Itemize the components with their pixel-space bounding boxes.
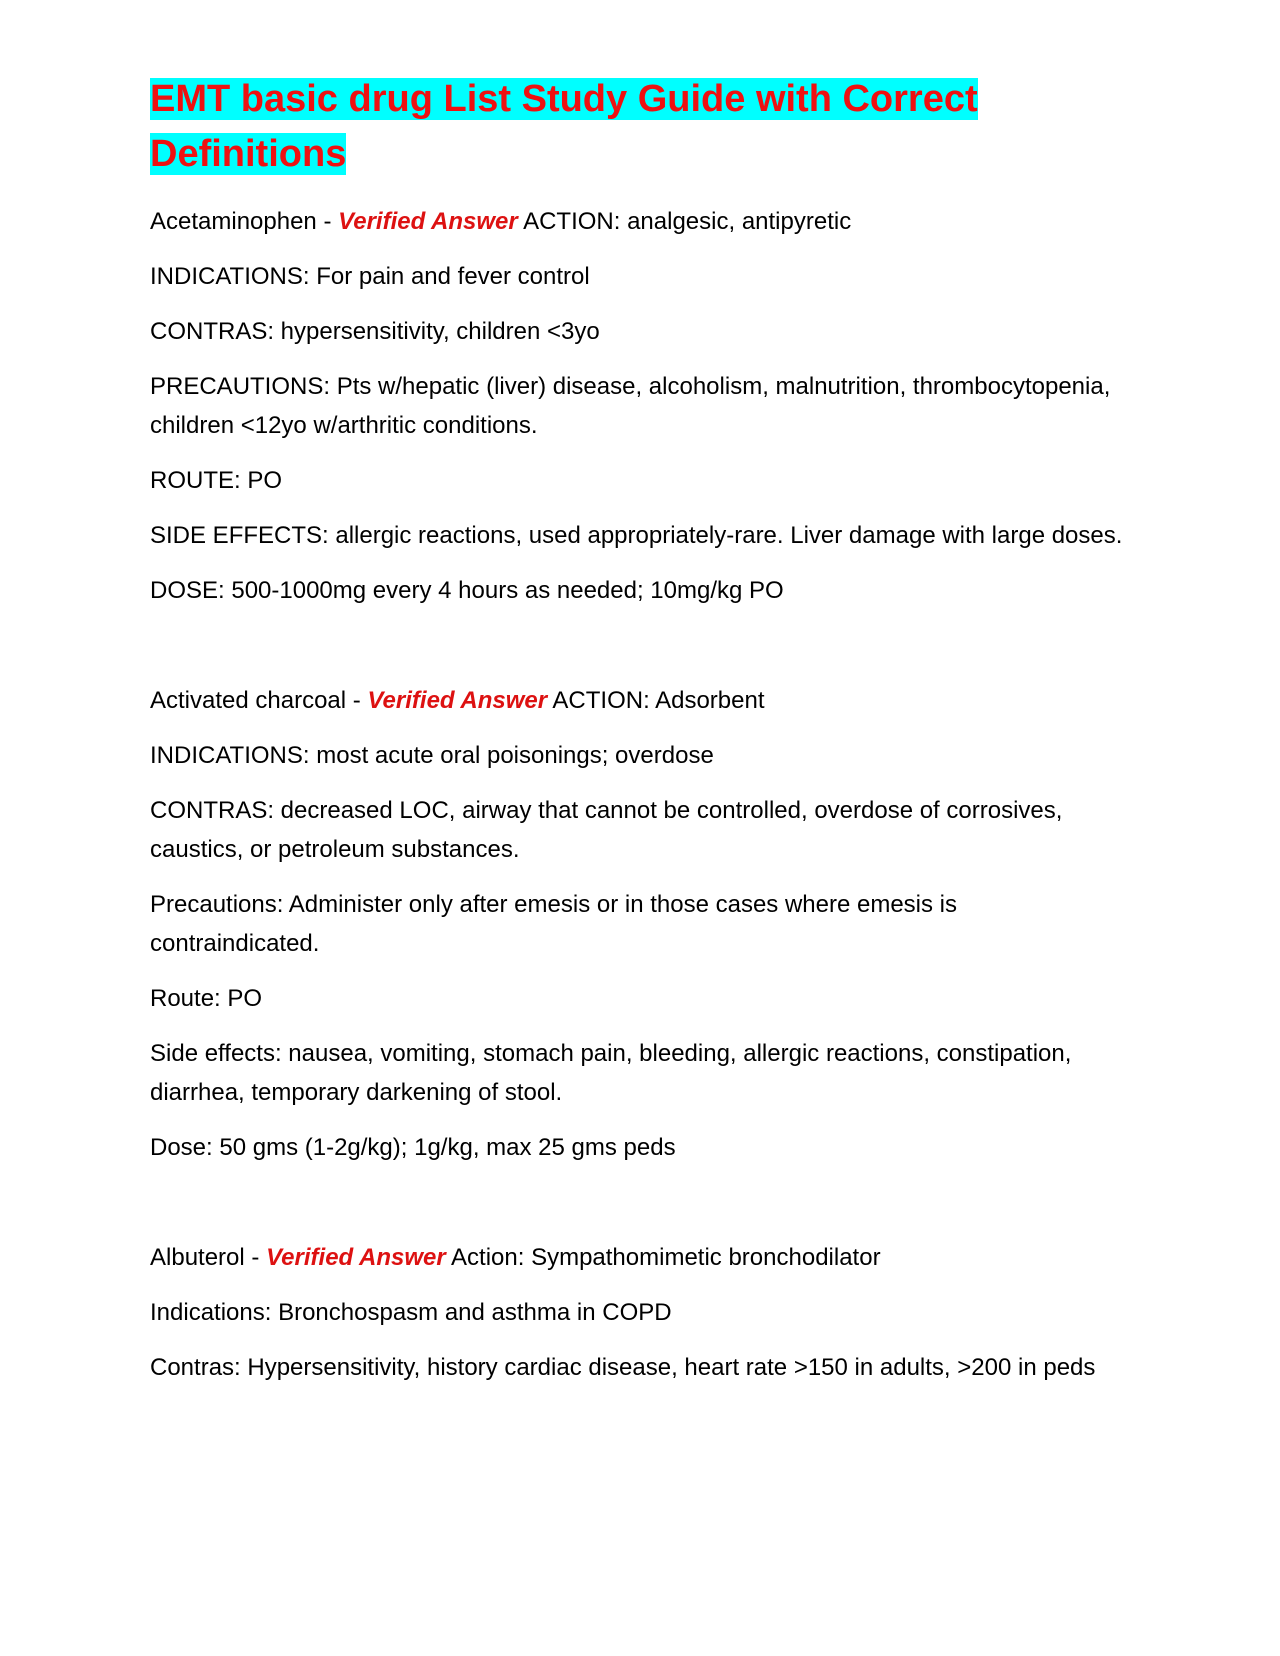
drug-indications: INDICATIONS: most acute oral poisonings; overdose — [150, 742, 714, 769]
document-page — [150, 72, 1130, 1403]
drug-name: Albuterol - — [150, 1244, 267, 1271]
verified-answer-label: Verified Answer — [338, 208, 518, 235]
drug-entry-activated-charcoal — [150, 681, 1130, 1167]
drug-route: Route: PO — [150, 985, 263, 1012]
drug-name: Acetaminophen - — [150, 208, 339, 235]
drug-dose: DOSE: 500-1000mg every 4 hours as needed; 10mg/kg PO — [150, 577, 784, 604]
drug-indications: Indications: Bronchospasm and asthma in COPD — [150, 1299, 672, 1326]
drug-precautions: Precautions: Administer only after emesis or in those cases where emesis is contraindicated. — [150, 891, 958, 957]
drug-dose: Dose: 50 gms (1-2g/kg); 1g/kg, max 25 gms peds — [150, 1134, 676, 1161]
drug-heading — [150, 681, 1130, 720]
drug-action: ACTION: Adsorbent — [552, 687, 765, 714]
drug-contras: Contras: Hypersensitivity, history cardiac disease, heart rate >150 in adults, >200 in peds — [150, 1354, 1096, 1381]
drug-indications: INDICATIONS: For pain and fever control — [150, 263, 590, 290]
drug-entry-acetaminophen — [150, 202, 1130, 610]
drug-heading — [150, 1238, 1130, 1277]
section-spacer — [150, 626, 1130, 681]
verified-answer-label: Verified Answer — [367, 687, 548, 714]
drug-heading — [150, 202, 1130, 241]
drug-contras: CONTRAS: hypersensitivity, children <3yo — [150, 318, 600, 345]
section-spacer — [150, 1183, 1130, 1238]
verified-answer-label: Verified Answer — [266, 1244, 446, 1271]
drug-side-effects: Side effects: nausea, vomiting, stomach pain, bleeding, allergic reactions, constipation, diarrhea, temporary darkening of stool. — [150, 1040, 1072, 1106]
drug-name: Activated charcoal - — [150, 687, 368, 714]
drug-entry-albuterol — [150, 1238, 1130, 1387]
drug-precautions: PRECAUTIONS: Pts w/hepatic (liver) disease, alcoholism, malnutrition, thrombocytopenia, children <12yo w/arthritic conditions. — [150, 373, 1111, 439]
drug-action: ACTION: analgesic, antipyretic — [523, 208, 852, 235]
document-title — [150, 72, 1130, 182]
drug-action: Action: Sympathomimetic bronchodilator — [451, 1244, 881, 1271]
drug-route: ROUTE: PO — [150, 467, 283, 494]
title-highlight: EMT basic drug List Study Guide with Correct Definitions — [150, 78, 978, 175]
drug-side-effects: SIDE EFFECTS: allergic reactions, used appropriately-rare. Liver damage with large doses. — [150, 522, 1123, 549]
drug-contras: CONTRAS: decreased LOC, airway that cannot be controlled, overdose of corrosives, caustics, or petroleum substances. — [150, 797, 1063, 863]
